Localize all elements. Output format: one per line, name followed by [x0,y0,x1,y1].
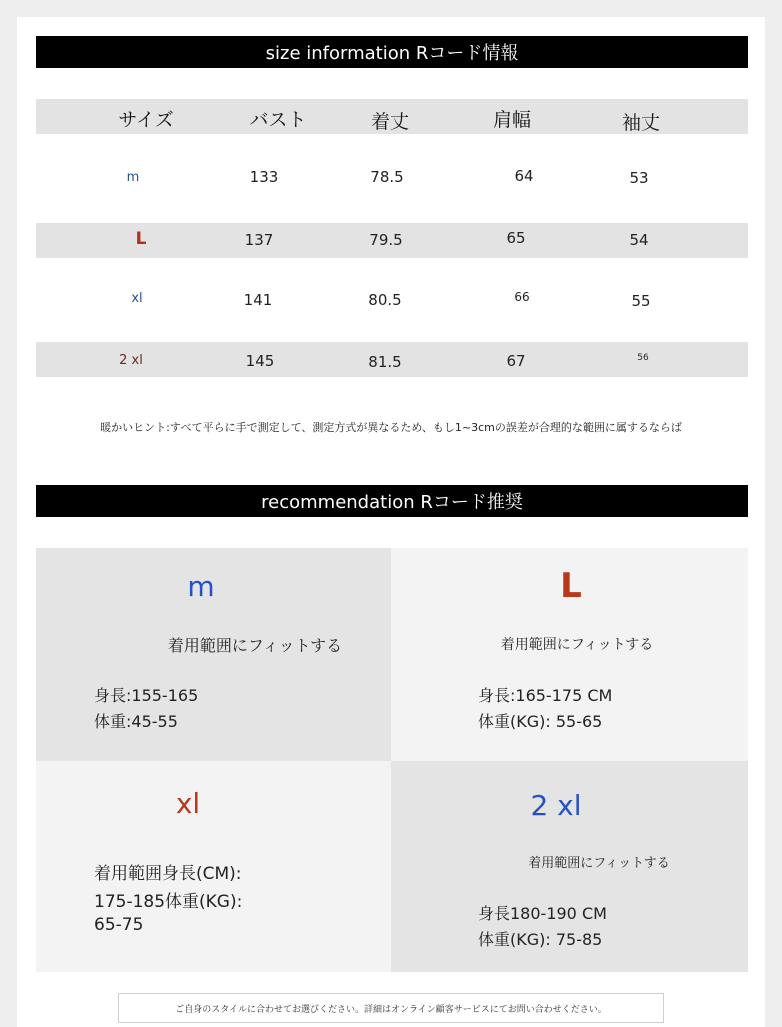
row-size-xl: xl [131,291,143,306]
measurement-note: 暖かいヒント:すべて平らに手で測定して、測定方式が異なるため、もし1~3cmの誤差が合理的な範囲に属するならば [100,421,682,434]
header-bust: バスト [249,109,307,131]
row-shoulder: 66 [514,290,530,304]
rec-size-xl: xl [175,787,201,820]
footer-note [118,993,664,1023]
rec-size-l: L [560,566,582,606]
header-length: 着丈 [370,111,410,133]
rec-line-3: 65-75 [94,915,144,935]
rec-size-m: m [187,570,215,603]
row-length: 78.5 [370,168,404,186]
row-length: 81.5 [368,353,402,371]
row-sleeve: 54 [629,231,649,249]
rec-weight: 体重(KG): 75-85 [478,930,603,949]
row-length: 79.5 [369,231,403,249]
header-shoulder: 肩幅 [492,109,532,131]
rec-fit-text: 着用範囲にフィットする [528,856,670,871]
row-size-l: L [135,229,147,249]
row-shoulder: 67 [506,352,526,370]
rec-card-l [391,548,748,761]
row-shoulder: 65 [506,229,526,247]
rec-fit-text: 着用範囲にフィットする [167,636,343,655]
header-sleeve: 袖丈 [621,112,661,134]
rec-card-xl [36,761,391,972]
row-sleeve: 53 [629,169,649,187]
rec-weight: 体重(KG): 55-65 [478,712,603,731]
recommendation-title: recommendation Rコード推奨 [261,492,523,513]
row-size-m: m [126,170,140,185]
size-info-title: size information Rコード情報 [265,43,519,64]
recommendation-banner [36,485,748,517]
size-info-banner [36,36,748,68]
size-chart-page [17,17,765,1027]
footer-text: ご自身のスタイルに合わせてお選びください。詳細はオンライン顧客サービスにてお問い合わせください。 [175,1004,607,1015]
row-sleeve: 56 [637,353,649,363]
rec-height: 身長:155-165 [94,686,199,705]
row-bust: 137 [244,231,274,249]
rec-height: 身長180-190 CM [478,904,607,923]
rec-height: 身長:165-175 CM [478,686,613,705]
row-sleeve: 55 [631,292,651,310]
row-shoulder: 64 [514,167,534,185]
rec-weight: 体重:45-55 [94,712,178,731]
row-bust: 141 [243,291,273,309]
row-bust: 145 [245,352,275,370]
header-size: サイズ [118,109,174,131]
row-length: 80.5 [368,291,402,309]
row-bust: 133 [249,168,279,186]
row-size-2xl: 2 xl [119,353,143,368]
rec-fit-text: 着用範囲にフィットする [500,637,654,653]
rec-card-m [36,548,391,761]
rec-card-2xl [391,761,748,972]
rec-line-1: 着用範囲身長(CM): [94,864,242,884]
rec-line-2: 175-185体重(KG): [94,892,243,912]
rec-size-2xl: 2 xl [530,789,582,822]
